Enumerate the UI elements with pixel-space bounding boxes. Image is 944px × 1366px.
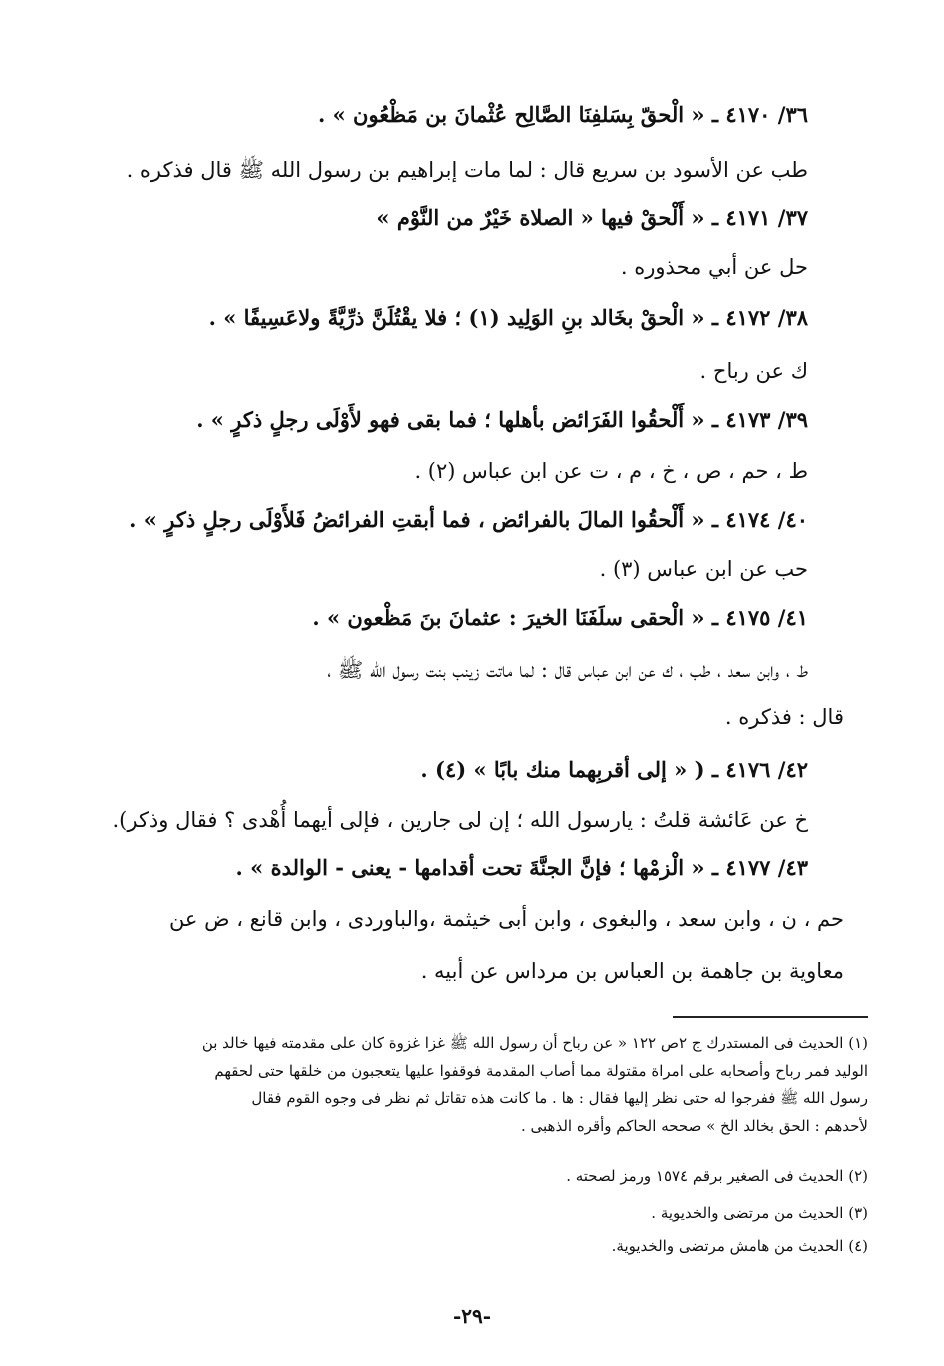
hadith-41-source: ط ، وابن سعد ، طب ، ك عن ابن عباس قال : لما ماتت زينب بنت رسول الله ﷺ ، <box>327 658 808 682</box>
hadith-43-source-continued: معاوية بن جاهمة بن العباس بن مرداس عن أبيه . <box>420 959 844 983</box>
hadith-40-text: ٤٠/ ٤١٧٤ ـ « أَلْحقُوا المالَ بالفرائض ، فما أبقتِ الفرائضُ فَلأَوْلَى رجلٍ ذكرٍ » . <box>129 507 808 532</box>
footnote-1-line-4: لأحدهم : الحق بخالد الخ » صححه الحاكم وأقره الذهبى . <box>520 1117 868 1135</box>
hadith-37-source: حل عن أبي محذوره . <box>620 255 808 279</box>
hadith-43-source: حم ، ن ، وابن سعد ، والبغوى ، وابن أبى خيثمة ،والباوردى ، وابن قانع ، ض عن <box>168 907 844 931</box>
hadith-39-text: ٣٩/ ٤١٧٣ ـ « أَلْحقُوا الفَرَائض بأهلها ؛ فما بقى فهو لأَوْلَى رجلٍ ذكرٍ » . <box>196 407 808 432</box>
page-number: -٢٩- <box>452 1304 492 1328</box>
hadith-43-text: ٤٣/ ٤١٧٧ ـ « الْزمْها ؛ فإنَّ الجنَّةَ تحت أقدامها - يعنى - الوالدة » . <box>235 855 808 880</box>
hadith-36-source: طب عن الأسود بن سريع قال : لما مات إبراهيم بن رسول الله ﷺ قال فذكره . <box>126 158 808 182</box>
footnote-separator <box>673 1016 868 1018</box>
hadith-36-text: ٣٦/ ٤١٧٠ ـ « الْحقّ بِسَلفِنَا الصَّالِح عُثْمانَ بن مَظْعُون » . <box>317 102 808 127</box>
hadith-41-text: ٤١/ ٤١٧٥ ـ « الْحقى سلَفَنَا الخيرَ : عثمانَ بنَ مَظْعون » . <box>312 605 808 630</box>
hadith-41-source-continued: قال : فذكره . <box>724 705 844 729</box>
footnote-1-line-1: (١) الحديث فى المستدرك ج ٢ص ١٢٢ « عن رباح أن رسول الله ﷺ غزا غزوة كان على مقدمته فيها خالد بن <box>201 1034 868 1052</box>
hadith-42-source: خ عن عَائشة قلتُ : يارسول الله ؛ إن لى جارين ، فإلى أيهما أُهْدى ؟ فقال وذكر). <box>112 808 808 832</box>
hadith-38-source: ك عن رباح . <box>699 359 808 383</box>
hadith-42-text: ٤٢/ ٤١٧٦ ـ ( « إلى أقربِهما منك بابًا » (٤) . <box>420 757 808 782</box>
hadith-39-source: ط ، حم ، ص ، خ ، م ، ت عن ابن عباس (٢) . <box>414 459 808 483</box>
footnote-3: (٣) الحديث من مرتضى والخديوية . <box>651 1204 868 1222</box>
footnote-2: (٢) الحديث فى الصغير برقم ١٥٧٤ ورمز لصحته . <box>566 1167 868 1185</box>
hadith-40-source: حب عن ابن عباس (٣) . <box>599 557 808 581</box>
hadith-37-text: ٣٧/ ٤١٧١ ـ « أَلْحقْ فيها « الصلاة خَيْرٌ من النَّوْم » <box>376 205 808 230</box>
footnote-1-line-3: رسول الله ﷺ ففرجوا له حتى نظر إليها فقال : ها . ما كانت هذه تقاتل ثم نظر فى وجوه القوم فقال <box>251 1089 868 1107</box>
hadith-38-text: ٣٨/ ٤١٧٢ ـ « الْحقْ بخَالد بنِ الوَلِيد (١) ؛ فلا يقْتُلَنَّ ذرِّيَّةً ولاعَسِيفًا » . <box>208 305 808 330</box>
footnote-1-line-2: الوليد فمر رباح وأصحابه على امراة مقتولة مما أصاب المقدمة فوقفوا عليها يتعجبون من خلقها حتى لحقهم <box>214 1062 868 1080</box>
footnote-4: (٤) الحديث من هامش مرتضى والخديوية. <box>611 1237 868 1255</box>
